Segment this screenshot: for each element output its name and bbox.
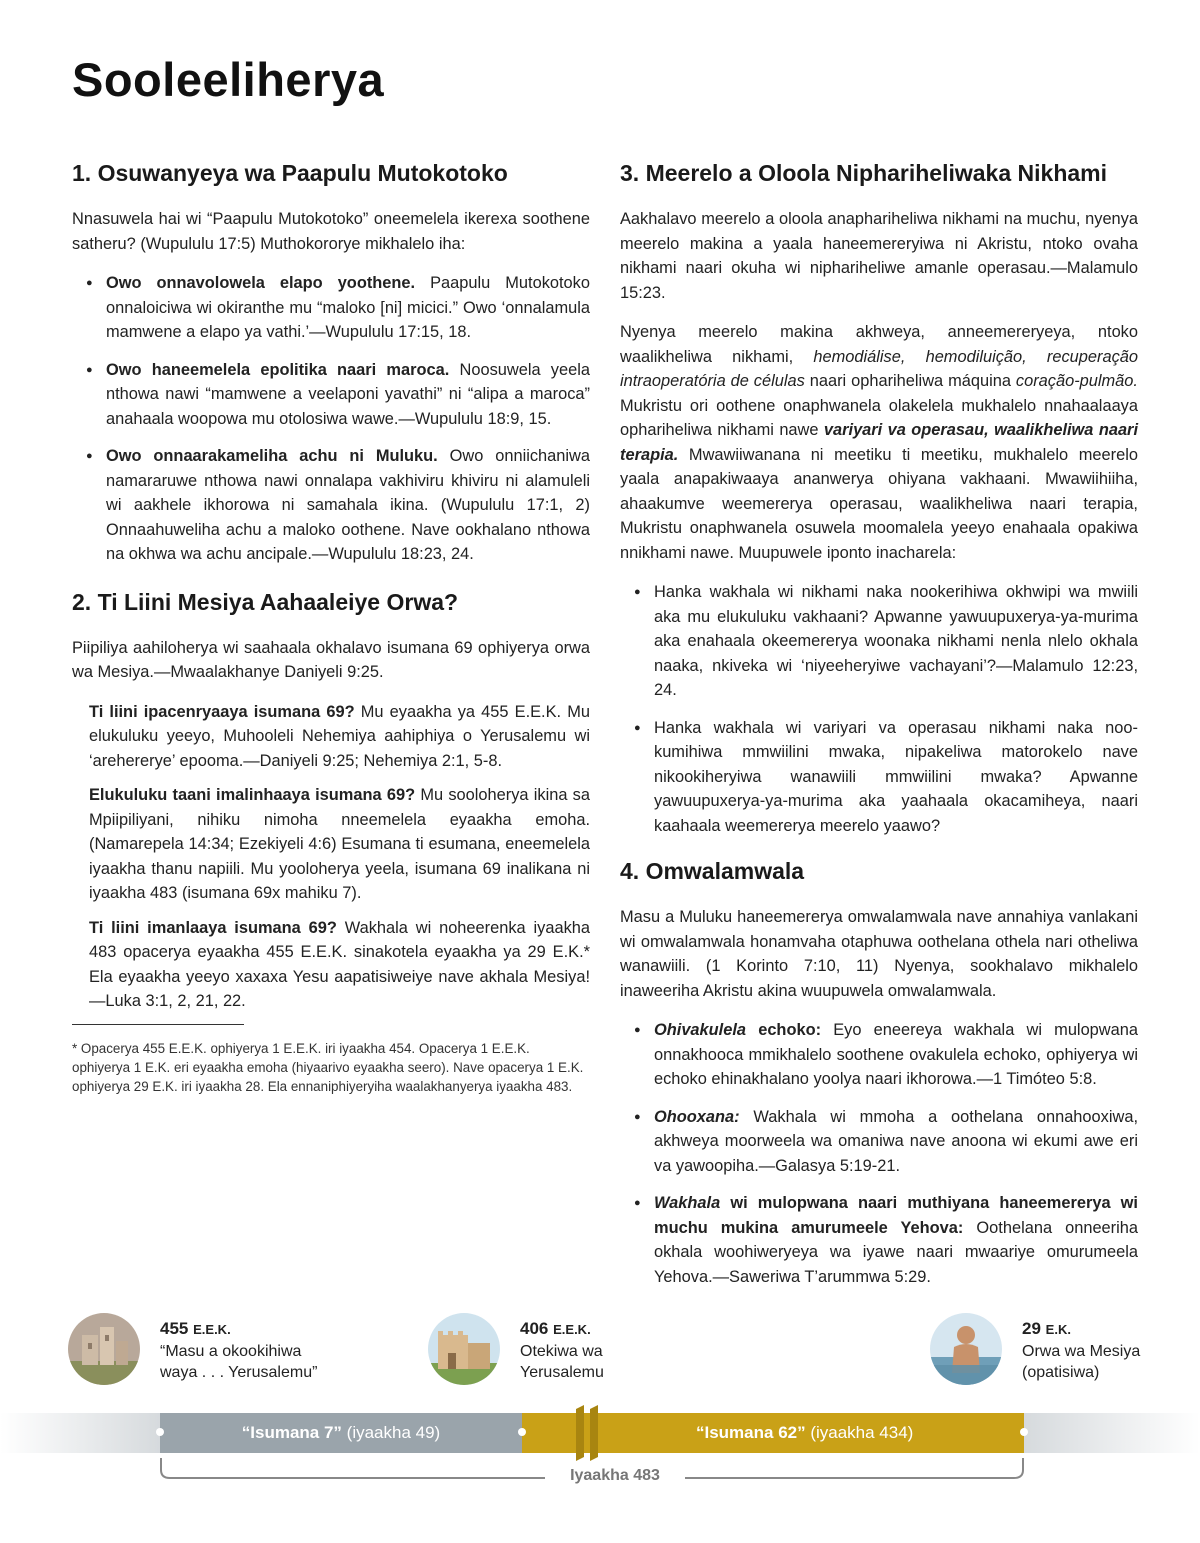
section-2-heading: 2. Ti Liini Mesiya Aahaaleiye Orwa? [72, 588, 459, 615]
timeline-dot [1020, 1428, 1028, 1436]
timeline-label-406 [520, 1318, 604, 1384]
timeline [0, 1300, 1200, 1500]
section-1-list [72, 271, 590, 567]
left-column [72, 160, 590, 1110]
question-bold: Ti liini ipacenryaaya isumana 69? [89, 702, 355, 721]
timeline-fade-left [0, 1413, 160, 1453]
year-number: 455 [160, 1319, 189, 1338]
section-3-list [620, 580, 1138, 838]
italic-text: hemodiálise, hemodiluição, recuperação intraoperatória de células [620, 347, 1138, 390]
band-text: (iyaakha 49) [341, 1423, 441, 1442]
timeline-label-29 [1022, 1318, 1140, 1384]
section-4-intro: Masu a Muluku haneemererya omwalamwala nave annahiya vanlakani wi omwalamwala honamvaha otaphuwa oothelana othela nari otheliwa wanawiili. (1 Korinto 7:10, 11) Nyenya, sookhalavo mikhalelo inaweeriha Akristu akina wuupuwela omwalamwala. [620, 908, 1138, 1000]
section-1-intro: Nnasuwela hai wi “Paapulu Mutokotoko” oneemelela ikerexa soothene satheru? (Wupululu 17:5) Muthokororye mikhalelo iha: [72, 210, 590, 253]
question-bold: Ti liini imanlaaya isumana 69? [89, 918, 337, 937]
text-run: Mwawiiwanana ni meetiku ti meetiku, mukhalelo meerelo yaala anapakiwaaya ananwerya ohiyana vakhaani. Mwawiihiiha, ahaakumve weemererya operasau, waalikheliwa naari terapia, Mukristu onaphwanela osuwela moomalela yeeyo enahaala opakiwa nnikhami nawe. Muupuwele iponto inacharela: [620, 445, 1138, 562]
year-era: E.E.K. [553, 1322, 591, 1337]
event-line: Orwa wa Mesiya [1022, 1342, 1141, 1360]
question-item [89, 916, 590, 1014]
section-4-heading: 4. Omwalamwala [620, 858, 805, 884]
event-line: waya . . . Yerusalemu” [160, 1364, 318, 1381]
text-run: Mukristu ori oothene onaphwanela olakelela mukhalelo nnahaalaaya ophariheliwa nikhami nawe [620, 396, 1138, 439]
bullet-bold-text: Owo haneemelela epolitika naari maroca. [106, 360, 450, 379]
year-number: 29 [1022, 1319, 1041, 1338]
question-answer: Mu sooloherya ikina sa Mpiipiliyani, nihiku nimoha nneemelela eyaakha emoha. (Namarepela 14:34; Ezekiyeli 4:6) Esumana ti esumana, eneemelela iyaakha thanu napiili. Mu yooloherya yeela, isumana 69 inalikana ni iyaakha 483 (isumana 69x mahiku 7). [89, 786, 590, 902]
city-wall-icon [428, 1313, 500, 1385]
question-answer: Mu eyaakha ya 455 E.E.K. Mu elukuluku yeeyo, Muhooleli Nehemiya aahiphiya o Yerusalemu wi ‘arehererye’ epooma.—Daniyeli 9:25; Nehemiya 2:1, 5-8. [89, 702, 590, 770]
bullet-text: Eyo eneereya wakhala wi mulopwana onnakhooca mmikhalelo soothene ovakulela echoko, ophiyerya wi echoko ehinakhalano yoolya naari ikhorowa.—1 Timóteo 5:8. [654, 1021, 1138, 1088]
bold-italic-text: variyari va operasau, waalikheliwa naari terapia. [620, 421, 1138, 464]
time-break-icon [572, 1405, 604, 1461]
baptism-icon [930, 1313, 1002, 1385]
section-3-bullet: ● Hanka wakhala wi nikhami naka nookerihiwa okhwipi wa mwiili aka mu elukuluku vakhaani? Apwanne yawuupuxerya-ya-murima aka enahaala okeemererya woonaka nikhami nenla nlelo okhala naaka, nkiveka wi ‘niyeeheryiwe vachayani’?—Malamulo 12:23, 24. [620, 580, 1138, 703]
event-line: Yerusalemu [520, 1364, 604, 1381]
section-3 [620, 160, 1138, 838]
total-years-label: Iyaakha 483 [545, 1467, 685, 1485]
timeline-label-455 [160, 1318, 317, 1384]
footnote: * Opacerya 455 E.E.K. ophiyerya 1 E.E.K. iri iyaakha 454. Opacerya 1 E.E.K. ophiyerya 1 E.K. eri eyaakha emoha (hiyaarivo eyaakha seero). Nave opacerya 1 E.K. ophiyerya 29 E.K. iri iyaakha 28. Ela ennaniphiyeryiha waalakhanyerya iyaakha 483. [72, 1040, 584, 1094]
section-1-bullet [72, 444, 590, 567]
bullet-bold-italic: Ohooxana: [654, 1107, 740, 1126]
year-number: 406 [520, 1319, 549, 1338]
bullet-bold-text: Owo onnaarakameliha achu ni Muluku. [106, 447, 438, 465]
section-2 [72, 589, 590, 1096]
event-line: “Masu a okookihiwa [160, 1342, 302, 1360]
band-bold-label: “Isumana 62” [696, 1423, 806, 1442]
year-era: E.E.K. [193, 1322, 231, 1337]
section-3-bullet: ● Hanka wakhala wi variyari va operasau nikhami naka nookumihiwa mmwiilini mwaka, nipakeliwa matorokelo nave nikookiheryiwa wanawiili mmwiilini mwaka? Apwanne yawuupuxerya-ya-murima aka yaahaala okacamiheya, naari kaahaala weemererya meerelo yaawo? [620, 716, 1138, 839]
bullet-bold-text: wi mulopwana naari muthiyana haneemererya wi muchu mukina amurumeele Yehova: [654, 1194, 1138, 1237]
section-4 [620, 858, 1138, 1289]
bullet-bold-text: Owo onnavolowela elapo yoothene. [106, 274, 416, 292]
question-item [89, 783, 590, 906]
bullet-bold-italic: Ohivakulela [654, 1021, 747, 1039]
section-3-paragraph-2 [620, 320, 1138, 565]
bullet-text: Owo onniichaniwa namararuwe nthowa nawi onnalapa vakhiviru khiviru ni alamuleli wi aakhele ikhorowa ni samahala ikina. (Wupululu 17:1, 2) Onnaahuweliha achu a maloko oothene. Nave ookhalano nthowa na okhwa wa achu ancipale.—Wupululu 18:23, 24. [106, 447, 590, 563]
band-bold-label: “Isumana 7” [241, 1423, 342, 1442]
band-text: (iyaakha 434) [805, 1423, 914, 1442]
section-1 [72, 160, 590, 567]
section-1-heading: 1. Osuwanyeya wa Paapulu Mutokotoko [72, 160, 508, 186]
right-column [620, 160, 1138, 1303]
event-line: (opatisiwa) [1022, 1364, 1100, 1381]
bullet-text: Oothelana onneeriha okhala woohiweryeya wa iyawe naari mwaariye omurumeela Yehova.—Saweriwa T’arummwa 5:29. [654, 1218, 1139, 1286]
event-line: Otekiwa wa [520, 1342, 603, 1360]
section-4-bullet [620, 1105, 1138, 1179]
bullet-text: Wakhala wi mmoha a oothelana onnahooxiwa, akhweya moorweela wa omaniwa nave anoona wi ekumi awe eri va yawoopiha.—Galasya 5:19-21. [654, 1107, 1138, 1175]
timeline-fade-right [1024, 1413, 1200, 1453]
section-2-intro: Piipiliya aahiloherya wi saahaala okhalavo isumana 69 ophiyerya orwa wa Mesiya.—Mwaalakhanye Daniyeli 9:25. [72, 638, 590, 681]
section-4-bullet [620, 1191, 1138, 1289]
question-bold: Elukuluku taani imalinhaaya isumana 69? [89, 786, 416, 804]
gold-band-label [604, 1413, 1024, 1453]
gray-band-label [160, 1413, 522, 1453]
page-title: Sooleeliherya [72, 53, 385, 106]
text-run: Nyenya meerelo makina akhweya, anneemereryeya, ntoko waalikheliwa nikhami, [620, 323, 1138, 366]
bullet-bold-italic: Wakhala [654, 1194, 721, 1212]
bullet-text: Noosuwela yeela nthowa nawi “mamwene a veelaponi yavathi” ni “alipa a maroca” anahaala woopowa mu otolosiwa wawe.—Wupululu 18:9, 15. [106, 360, 590, 428]
section-3-paragraph-1: Aakhalavo meerelo a oloola anaphariheliwa nikhami na muchu, nyenya meerelo makina a yaala haneemereryiwa ni Akristu, ntoko ovaha nikhami naari okuha wi niphariheliwe amanle operasau.—Malamulo 15:23. [620, 210, 1138, 302]
timeline-dot [156, 1428, 164, 1436]
section-3-heading: 3. Meerelo a Oloola Niphariheliwaka Nikhami [620, 160, 1107, 186]
text-run: naari ophariheliwa máquina [804, 372, 1016, 390]
italic-text: coração-pulmão. [1015, 372, 1138, 390]
question-answer: Wakhala wi noheerenka iyaakha 483 opacerya eyaakha 455 E.E.K. sinakotela eyaakha ya 29 E.K.* Ela eyaakha yeeyo xaxaxa Yesu aapatisiweiye nave akhala Mesiya!—Luka 3:1, 2, 21, 22. [89, 918, 590, 1010]
section-4-bullet [620, 1018, 1138, 1092]
year-era: E.K. [1045, 1322, 1071, 1337]
footnote-divider [72, 1024, 244, 1025]
section-1-bullet [72, 358, 590, 432]
section-1-bullet [72, 271, 590, 345]
bullet-bold-text: echoko: [746, 1021, 822, 1039]
question-item [89, 700, 590, 774]
timeline-dot [518, 1428, 526, 1436]
bullet-text: Paapulu Mutokotoko onnaloiciwa wi okiranthe mu “maloko [ni] micici.” Owo ‘onnalamula mamwene a elapo ya vathi.’—Wupululu 17:15, 18. [106, 274, 590, 341]
ruined-city-icon [68, 1313, 140, 1385]
section-4-list [620, 1018, 1138, 1289]
